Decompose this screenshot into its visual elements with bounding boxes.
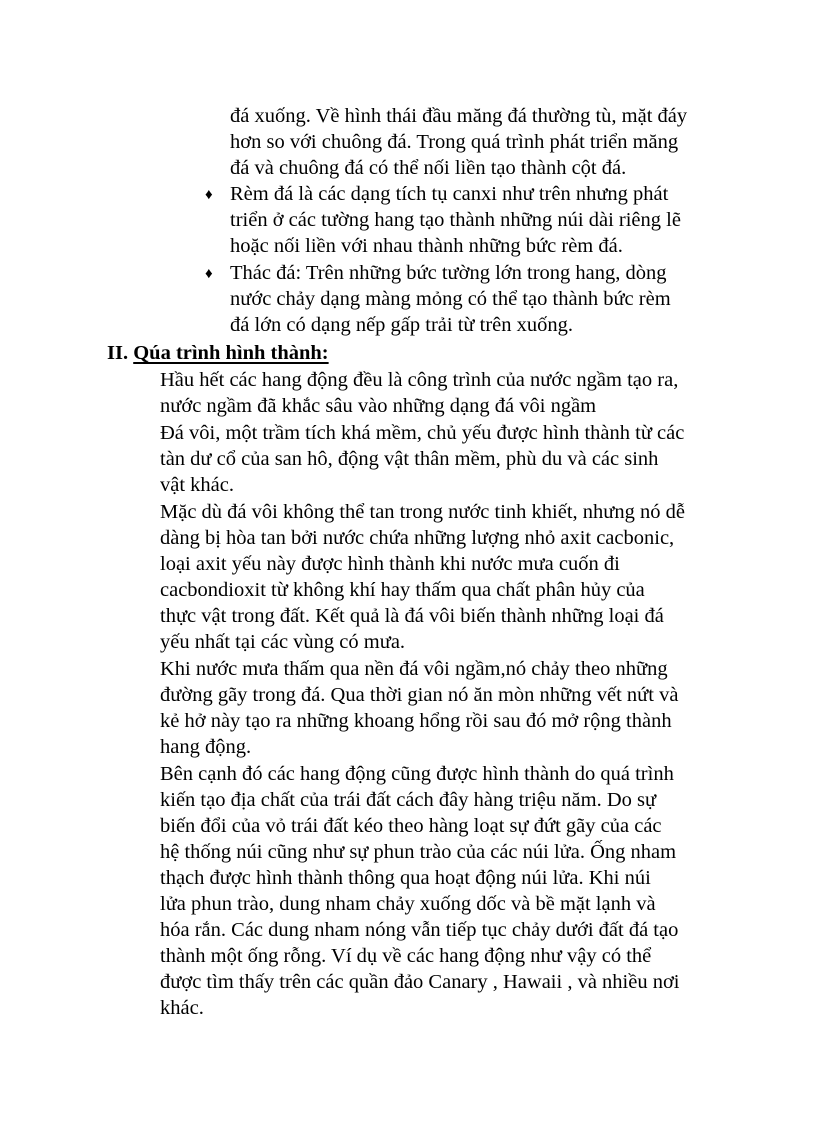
paragraph-4-line: Khi nước mưa thấm qua nền đá vôi ngầm,nó chảy theo những (160, 658, 668, 680)
paragraph-2-line: vật khác. (160, 474, 234, 496)
paragraph-5-line: kiến tạo địa chất của trái đất cách đây hàng triệu năm. Do sự (160, 789, 657, 811)
paragraph-5-line: được tìm thấy trên các quần đảo Canary , Hawaii , và nhiều nơi (160, 971, 680, 993)
paragraph-5-line: khác. (160, 997, 204, 1019)
paragraph-5-line: biến đổi của vỏ trái đất kéo theo hàng loạt sự đứt gãy của các (160, 815, 662, 837)
bullet-1-line: Rèm đá là các dạng tích tụ canxi như trên nhưng phát (230, 183, 669, 205)
paragraph-4-line: đường gãy trong đá. Qua thời gian nó ăn mòn những vết nứt và (160, 684, 679, 706)
bullet-2-line: đá lớn có dạng nếp gấp trải từ trên xuống. (230, 314, 574, 336)
paragraph-1-line: nước ngầm đã khắc sâu vào những dạng đá vôi ngầm (160, 395, 597, 417)
bullet-1-line: triển ở các tường hang tạo thành những núi dài riêng lẽ (230, 209, 681, 231)
paragraph-3-line: yếu nhất tại các vùng có mưa. (160, 631, 406, 653)
bullet-1-line: hoặc nối liền với nhau thành những bức rèm đá. (230, 235, 623, 257)
paragraph-5-line: hệ thống núi cũng như sự phun trào của các núi lửa. Ống nham (160, 841, 677, 863)
paragraph-4-line: kẻ hở này tạo ra những khoang hổng rồi sau đó mở rộng thành (160, 710, 672, 732)
diamond-bullet-icon: ♦ (205, 266, 213, 282)
paragraph-3-line: Mặc dù đá vôi không thể tan trong nước tinh khiết, nhưng nó dễ (160, 501, 685, 523)
paragraph-3-line: loại axit yếu này được hình thành khi nước mưa cuốn đi (160, 553, 620, 575)
paragraph-4-line: hang động. (160, 736, 252, 758)
paragraph-2-line: tàn dư cổ của san hô, động vật thân mềm, phù du và các sinh (160, 448, 659, 470)
diamond-bullet-icon: ♦ (205, 187, 213, 203)
bullet-2-line: nước chảy dạng màng mỏng có thể tạo thành bức rèm (230, 288, 671, 310)
paragraph-2-line: Đá vôi, một trầm tích khá mềm, chủ yếu được hình thành từ các (160, 422, 685, 444)
section-number: II. (107, 342, 129, 364)
bullet-2-line: Thác đá: Trên những bức tường lớn trong hang, dòng (230, 262, 667, 284)
section-heading (107, 340, 329, 366)
continuation-line: đá xuống. Về hình thái đầu măng đá thường tù, mặt đáy (230, 105, 688, 127)
paragraph-5-line: hóa rắn. Các dung nham nóng vẫn tiếp tục chảy dưới đất đá tạo (160, 919, 679, 941)
paragraph-5-line: lửa phun trào, dung nham chảy xuống dốc và bề mặt lạnh và (160, 893, 656, 915)
paragraph-3-line: cacbondioxit từ không khí hay thấm qua chất phân hủy của (160, 579, 645, 601)
continuation-line: đá và chuông đá có thể nối liền tạo thành cột đá. (230, 157, 627, 179)
paragraph-5-line: thạch được hình thành thông qua hoạt động núi lửa. Khi núi (160, 867, 651, 889)
paragraph-5-line: thành một ống rỗng. Ví dụ về các hang động như vậy có thể (160, 945, 652, 967)
section-title: Qúa trình hình thành: (133, 342, 329, 364)
paragraph-3-line: dàng bị hòa tan bởi nước chứa những lượng nhỏ axit cacbonic, (160, 527, 675, 549)
paragraph-5-line: Bên cạnh đó các hang động cũng được hình thành do quá trình (160, 763, 674, 785)
continuation-line: hơn so với chuông đá. Trong quá trình phát triển măng (230, 131, 679, 153)
paragraph-1-line: Hầu hết các hang động đều là công trình của nước ngầm tạo ra, (160, 369, 679, 391)
paragraph-3-line: thực vật trong đất. Kết quả là đá vôi biến thành những loại đá (160, 605, 664, 627)
